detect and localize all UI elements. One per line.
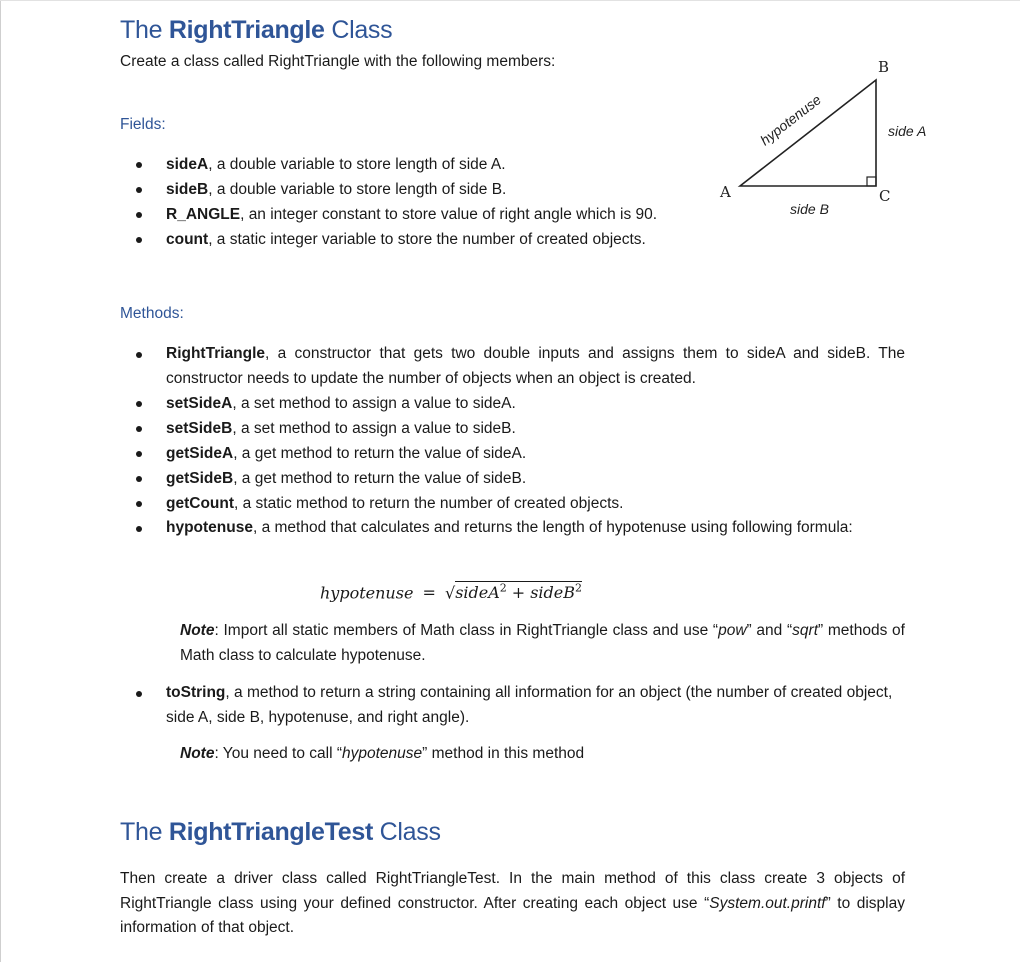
method-desc: , a set method to assign a value to sideA. <box>232 395 516 412</box>
method-item <box>120 516 905 541</box>
method-name: getSideB <box>166 470 234 487</box>
test-class-description <box>120 867 905 941</box>
method-name: setSideB <box>166 420 233 437</box>
method-name: toString <box>166 684 226 701</box>
formula-exp1: 2 <box>499 582 507 595</box>
formula-term2: sideB <box>530 583 575 603</box>
hypotenuse-formula <box>320 582 582 602</box>
right-triangle-diagram <box>700 50 960 230</box>
field-desc: , a static integer variable to store the number of created objects. <box>208 231 646 248</box>
method-desc: , a method to return a string containing all information for an object (the number of created object, side A, side B, hypotenuse, and right angle). <box>166 684 893 726</box>
paragraph-text: Then create a driver class called RightTriangleTest. In the main method of this class create 3 objects of RightTriangle class using your defined constructor. After creating each object use “ <box>120 870 905 912</box>
field-name: count <box>166 231 209 248</box>
fields-list <box>120 152 657 252</box>
method-item <box>120 681 905 730</box>
note-text: : You need to call “ <box>214 745 342 762</box>
method-desc: , a constructor that gets two double inputs and assigns them to sideA and sideB. The constructor needs to update the number of objects when an object is created. <box>166 345 905 387</box>
method-name: RightTriangle <box>166 345 266 362</box>
heading-prefix: The <box>120 818 169 846</box>
field-item <box>120 202 657 227</box>
vertex-b-label: B <box>878 58 890 76</box>
note-text: ” methods of Math class to calculate hypotenuse. <box>180 622 905 664</box>
right-angle-marker <box>867 177 876 186</box>
method-name: hypotenuse <box>166 519 253 536</box>
heading-suffix: Class <box>373 818 441 846</box>
method-item <box>120 441 905 466</box>
method-name: getSideA <box>166 445 234 462</box>
method-item <box>120 342 905 391</box>
side-b-label: side B <box>790 201 829 217</box>
paragraph-text: ” to display information of that object. <box>120 894 905 936</box>
formula-radical: √ <box>445 583 456 603</box>
heading-class-name: RightTriangleTest <box>168 818 374 846</box>
method-item <box>120 491 905 516</box>
paragraph-code: System.out.printf <box>709 894 826 912</box>
method-desc: , a method that calculates and returns the length of hypotenuse using following formula: <box>252 519 853 536</box>
field-item <box>120 227 657 252</box>
note-label: Note <box>180 622 215 639</box>
field-name: sideA <box>166 156 209 173</box>
vertex-a-label: A <box>720 183 731 201</box>
field-name: sideB <box>166 181 209 198</box>
method-name: getCount <box>166 495 235 512</box>
note-sqrt: sqrt <box>792 622 818 639</box>
methods-list <box>120 342 905 541</box>
field-name: R_ANGLE <box>166 206 241 223</box>
method-name: setSideA <box>166 395 233 412</box>
formula-radicand <box>455 581 582 602</box>
formula-lhs: hypotenuse <box>320 583 414 603</box>
method-desc: , a static method to return the number of created objects. <box>234 495 624 512</box>
class-heading <box>120 16 392 45</box>
note-text: ” method in this method <box>422 745 585 762</box>
heading-prefix: The <box>120 16 169 44</box>
heading-suffix: Class <box>324 16 393 44</box>
tostring-note <box>180 742 584 767</box>
field-desc: , a double variable to store length of side B. <box>208 181 507 198</box>
field-desc: , an integer constant to store value of right angle which is 90. <box>240 206 658 223</box>
vertex-c-label: C <box>879 187 891 205</box>
method-item <box>120 391 905 416</box>
method-item <box>120 416 905 441</box>
formula-term1: sideA <box>455 583 500 603</box>
formula-exp2: 2 <box>575 582 582 595</box>
tostring-list <box>120 681 905 730</box>
method-desc: , a set method to assign a value to sideB. <box>232 420 516 437</box>
fields-label: Fields: <box>120 116 166 133</box>
note-text: ” and “ <box>746 622 793 639</box>
note-label: Note <box>180 745 215 762</box>
field-item <box>120 177 657 202</box>
method-desc: , a get method to return the value of sideB. <box>233 470 527 487</box>
method-item <box>120 466 905 491</box>
formula-plus: + <box>511 583 526 603</box>
method-desc: , a get method to return the value of sideA. <box>233 445 527 462</box>
field-desc: , a double variable to store length of side A. <box>208 156 506 173</box>
methods-label: Methods: <box>120 305 184 322</box>
page-border-top <box>0 0 1020 1</box>
note-call: hypotenuse <box>342 745 423 762</box>
formula-equals: = <box>422 583 436 603</box>
note-pow: pow <box>718 622 747 639</box>
side-a-label: side A <box>888 123 927 139</box>
test-class-heading <box>120 818 441 847</box>
field-item <box>120 152 657 177</box>
page-border <box>0 0 1 962</box>
math-import-note <box>180 619 905 668</box>
heading-class-name: RightTriangle <box>168 16 325 44</box>
hypotenuse-label: hypotenuse <box>757 91 824 149</box>
class-intro: Create a class called RightTriangle with the following members: <box>120 53 556 70</box>
note-text: : Import all static members of Math class in RightTriangle class and use “ <box>214 622 719 639</box>
